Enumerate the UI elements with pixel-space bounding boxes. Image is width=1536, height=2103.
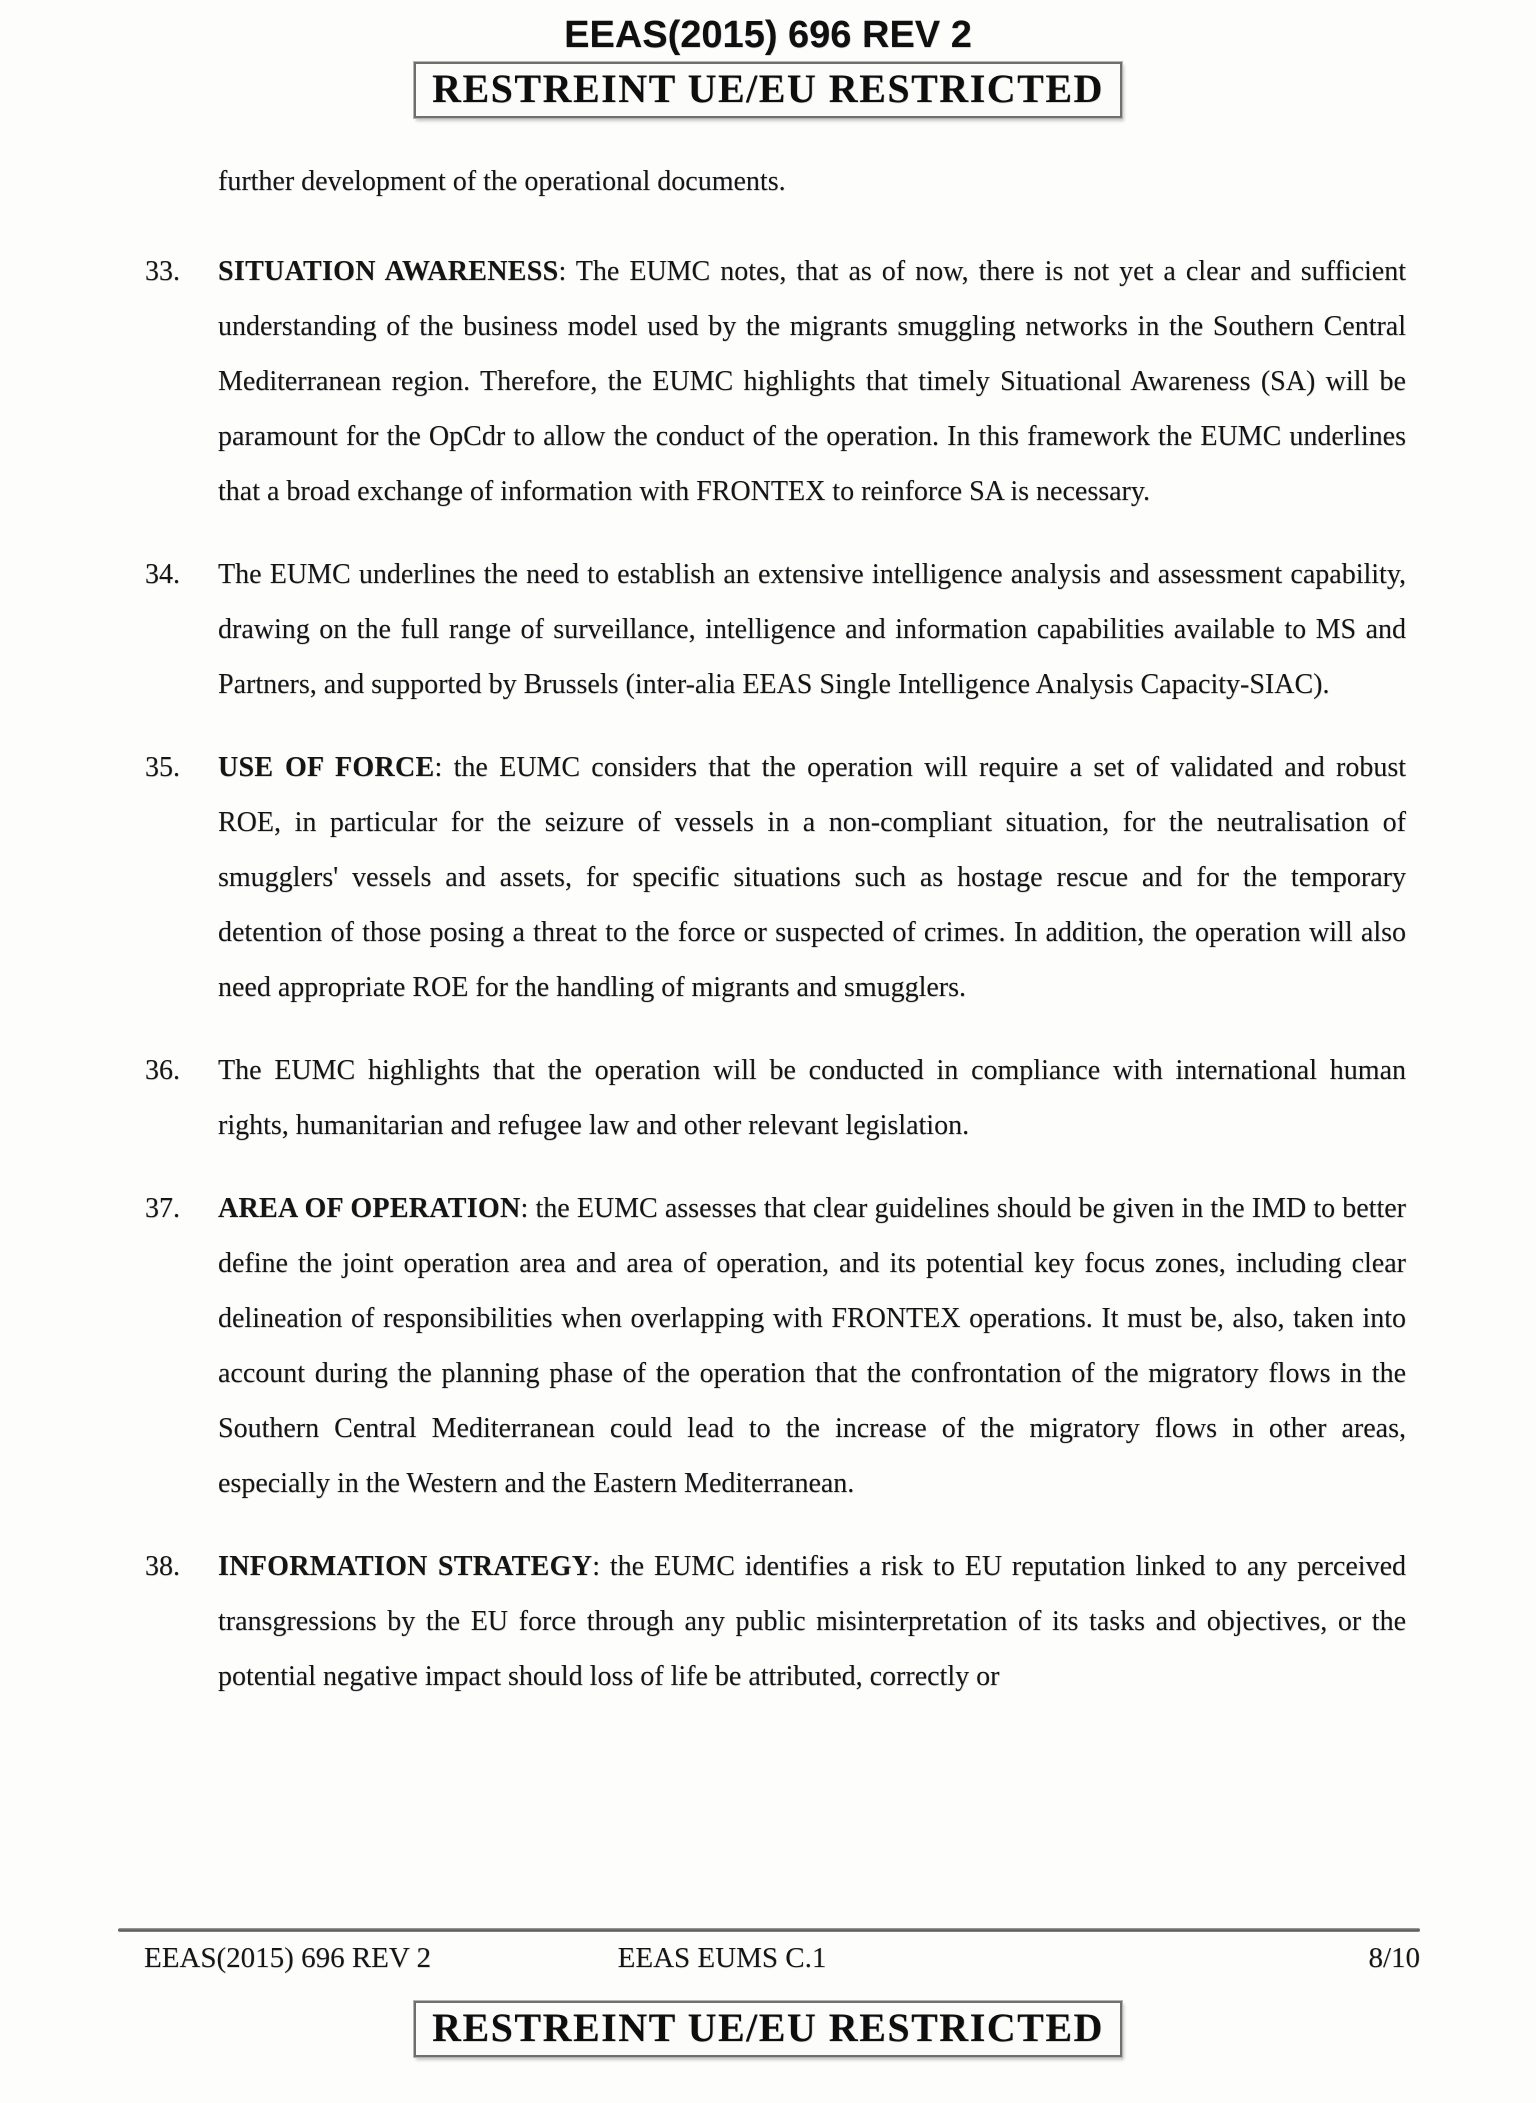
paragraph-34 (145, 547, 1406, 712)
paragraph-body (218, 244, 1406, 519)
paragraph-38 (145, 1539, 1406, 1704)
paragraph-heading: INFORMATION STRATEGY (218, 1551, 593, 1582)
paragraph-text: : the EUMC considers that the operation will require a set of validated and robust ROE, in particular for the seizure of vessels in a non-compliant situation, for the neutralisation of smugglers' vessels and assets, for specific situations such as hostage rescue and for the temporary detention of those posing a threat to the force or suspected of crimes. In addition, the operation will also need appropriate ROE for the handling of migrants and smugglers. (218, 752, 1406, 1003)
paragraph-text: The EUMC underlines the need to establish an extensive intelligence analysis and assessment capability, drawing on the full range of surveillance, intelligence and information capabilities available to MS and Partners, and supported by Brussels (inter-alia EEAS Single Intelligence Analysis Capacity-SIAC). (218, 559, 1406, 700)
paragraph-35 (145, 740, 1406, 1015)
classification-banner-bottom: RESTREINT UE/EU RESTRICTED (414, 2001, 1122, 2057)
document-header (0, 0, 1536, 118)
footer-references (118, 1940, 1420, 1976)
footer-divider (118, 1928, 1420, 1932)
document-footer (118, 1928, 1420, 1976)
document-title: EEAS(2015) 696 REV 2 (564, 14, 972, 56)
paragraph-number: 38. (145, 1551, 180, 1582)
paragraph-number: 33. (145, 256, 180, 287)
paragraph-body (218, 740, 1406, 1015)
classification-footer (0, 1996, 1536, 2057)
paragraph-37 (145, 1181, 1406, 1511)
footer-originator: EEAS EUMS C.1 (617, 1942, 827, 1974)
paragraph-body (218, 1539, 1406, 1704)
paragraph-heading: SITUATION AWARENESS (218, 256, 559, 287)
paragraph-33 (145, 244, 1406, 519)
paragraph-number: 34. (145, 559, 180, 590)
paragraph-text: The EUMC highlights that the operation will be conducted in compliance with international human rights, humanitarian and refugee law and other relevant legislation. (218, 1055, 1406, 1141)
paragraph-number: 36. (145, 1055, 180, 1086)
paragraph-body (218, 1043, 1406, 1153)
paragraph-text: : the EUMC assesses that clear guidelines should be given in the IMD to better define the joint operation area and area of operation, and its potential key focus zones, including clear delineation of responsibilities when overlapping with FRONTEX operations. It must be, also, taken into account during the planning phase of the operation that the confrontation of the migratory flows in the Southern Central Mediterranean could lead to the increase of the migratory flows in other areas, especially in the Western and the Eastern Mediterranean. (218, 1193, 1406, 1499)
paragraph-number: 37. (145, 1193, 180, 1224)
carryover-text: further development of the operational documents. (218, 166, 786, 197)
classification-banner-top: RESTREINT UE/EU RESTRICTED (414, 62, 1122, 118)
paragraph-number: 35. (145, 752, 180, 783)
document-body (0, 154, 1536, 1704)
paragraph-heading: USE OF FORCE (218, 752, 435, 783)
paragraph-body (218, 547, 1406, 712)
paragraph-36 (145, 1043, 1406, 1153)
paragraph-text: : The EUMC notes, that as of now, there is not yet a clear and sufficient understanding of the business model used by the migrants smuggling networks in the Southern Central Mediterranean region. Therefore, the EUMC highlights that timely Situational Awareness (SA) will be paramount for the OpCdr to allow the conduct of the operation. In this framework the EUMC underlines that a broad exchange of information with FRONTEX to reinforce SA is necessary. (218, 256, 1406, 507)
paragraph-body (218, 1181, 1406, 1511)
footer-page-number: 8/10 (1368, 1942, 1420, 1974)
paragraph-heading: AREA OF OPERATION (218, 1193, 521, 1224)
paragraph-text: : the EUMC identifies a risk to EU reputation linked to any perceived transgressions by the EU force through any public misinterpretation of its tasks and objectives, or the potential negative impact should loss of life be attributed, correctly or (218, 1551, 1406, 1692)
footer-doc-ref: EEAS(2015) 696 REV 2 (144, 1942, 432, 1974)
